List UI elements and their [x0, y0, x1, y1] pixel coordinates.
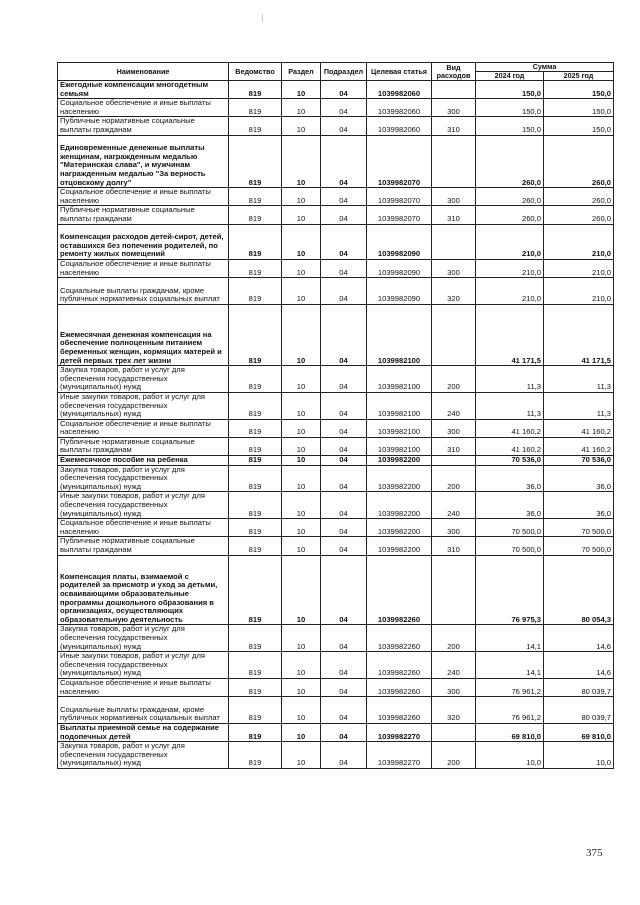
budget-table — [57, 62, 614, 769]
row-target-cell: 1039982200 — [367, 537, 432, 555]
row-section-cell: 10 — [282, 206, 321, 224]
row-subsection-cell: 04 — [321, 304, 367, 365]
table-row — [58, 304, 614, 365]
row-2025-cell: 70 500,0 — [544, 537, 614, 555]
row-2024-cell: 11,3 — [476, 392, 544, 419]
row-name-cell: Социальное обеспечение и иные выплаты населению — [58, 679, 229, 697]
row-dept-cell: 819 — [229, 465, 282, 492]
row-dept-cell: 819 — [229, 679, 282, 697]
row-name-cell: Социальное обеспечение и иные выплаты населению — [58, 419, 229, 437]
row-name-cell: Социальное обеспечение и иные выплаты населению — [58, 99, 229, 117]
row-subsection-cell: 04 — [321, 697, 367, 724]
row-subsection-cell: 04 — [321, 99, 367, 117]
table-row — [58, 224, 614, 259]
row-subsection-cell: 04 — [321, 456, 367, 466]
row-subsection-cell: 04 — [321, 679, 367, 697]
row-target-cell: 1039982090 — [367, 278, 432, 305]
row-exptype-cell: 200 — [432, 465, 476, 492]
row-exptype-cell — [432, 724, 476, 742]
row-target-cell: 1039982070 — [367, 135, 432, 188]
row-subsection-cell: 04 — [321, 437, 367, 455]
row-name-cell: Ежемесячная денежная компенсация на обеспечение полноценным питанием беременных женщин, кормящих матерей и детей первых трех лет жизни — [58, 304, 229, 365]
row-dept-cell: 819 — [229, 742, 282, 769]
row-exptype-cell: 310 — [432, 206, 476, 224]
row-dept-cell: 819 — [229, 724, 282, 742]
row-target-cell: 1039982270 — [367, 724, 432, 742]
row-dept-cell: 819 — [229, 304, 282, 365]
col-subsection-header: Подраздел — [321, 63, 367, 81]
row-name-cell: Публичные нормативные социальные выплаты гражданам — [58, 437, 229, 455]
table-row — [58, 492, 614, 519]
row-target-cell: 1039982200 — [367, 492, 432, 519]
row-section-cell: 10 — [282, 188, 321, 206]
row-name-cell: Компенсация расходов детей-сирот, детей, оставшихся без попечения родителей, по ремонту жилых помещений — [58, 224, 229, 259]
row-section-cell: 10 — [282, 724, 321, 742]
row-section-cell: 10 — [282, 625, 321, 652]
col-sum-header: Сумма — [476, 63, 614, 72]
row-exptype-cell: 300 — [432, 188, 476, 206]
row-exptype-cell: 310 — [432, 437, 476, 455]
table-row — [58, 392, 614, 419]
row-subsection-cell: 04 — [321, 742, 367, 769]
row-2024-cell: 150,0 — [476, 117, 544, 135]
table-row — [58, 697, 614, 724]
row-subsection-cell: 04 — [321, 278, 367, 305]
row-2024-cell: 76 975,3 — [476, 555, 544, 625]
row-target-cell: 1039982070 — [367, 188, 432, 206]
row-name-cell: Иные закупки товаров, работ и услуг для обеспечения государственных (муниципальных) нужд — [58, 392, 229, 419]
row-name-cell: Ежемесячное пособие на ребенка — [58, 456, 229, 466]
row-subsection-cell: 04 — [321, 206, 367, 224]
table-row — [58, 188, 614, 206]
row-section-cell: 10 — [282, 366, 321, 393]
row-2024-cell: 11,3 — [476, 366, 544, 393]
row-name-cell: Компенсация платы, взимаемой с родителей за присмотр и уход за детьми, осваивающими образовательные программы дошкольного образования в организациях, осуществляющих образовательную деятельность — [58, 555, 229, 625]
row-2025-cell: 150,0 — [544, 81, 614, 99]
row-target-cell: 1039982100 — [367, 437, 432, 455]
row-dept-cell: 819 — [229, 419, 282, 437]
row-subsection-cell: 04 — [321, 555, 367, 625]
row-target-cell: 1039982100 — [367, 366, 432, 393]
row-exptype-cell: 240 — [432, 652, 476, 679]
table-row — [58, 679, 614, 697]
row-exptype-cell — [432, 304, 476, 365]
budget-table-sheet — [57, 62, 613, 769]
table-row — [58, 437, 614, 455]
row-2025-cell: 150,0 — [544, 99, 614, 117]
row-2024-cell: 150,0 — [476, 81, 544, 99]
row-2025-cell: 36,0 — [544, 465, 614, 492]
row-exptype-cell: 310 — [432, 117, 476, 135]
row-subsection-cell: 04 — [321, 135, 367, 188]
row-section-cell: 10 — [282, 99, 321, 117]
table-row — [58, 117, 614, 135]
row-target-cell: 1039982260 — [367, 625, 432, 652]
row-dept-cell: 819 — [229, 99, 282, 117]
row-2025-cell: 210,0 — [544, 278, 614, 305]
row-target-cell: 1039982060 — [367, 81, 432, 99]
row-dept-cell: 819 — [229, 537, 282, 555]
table-row — [58, 366, 614, 393]
row-dept-cell: 819 — [229, 206, 282, 224]
table-row — [58, 456, 614, 466]
row-dept-cell: 819 — [229, 697, 282, 724]
row-2024-cell: 260,0 — [476, 135, 544, 188]
row-2024-cell: 41 160,2 — [476, 419, 544, 437]
row-exptype-cell — [432, 456, 476, 466]
col-2024-header: 2024 год — [476, 72, 544, 81]
row-section-cell: 10 — [282, 697, 321, 724]
row-target-cell: 1039982260 — [367, 652, 432, 679]
row-section-cell: 10 — [282, 537, 321, 555]
row-name-cell: Социальное обеспечение и иные выплаты населению — [58, 259, 229, 277]
row-subsection-cell: 04 — [321, 81, 367, 99]
row-2025-cell: 80 054,3 — [544, 555, 614, 625]
row-dept-cell: 819 — [229, 135, 282, 188]
row-2025-cell: 70 500,0 — [544, 519, 614, 537]
row-dept-cell: 819 — [229, 492, 282, 519]
table-row — [58, 742, 614, 769]
row-name-cell: Публичные нормативные социальные выплаты гражданам — [58, 117, 229, 135]
row-section-cell: 10 — [282, 304, 321, 365]
row-dept-cell: 819 — [229, 259, 282, 277]
row-section-cell: 10 — [282, 224, 321, 259]
col-target-header: Целевая статья — [367, 63, 432, 81]
row-dept-cell: 819 — [229, 366, 282, 393]
row-section-cell: 10 — [282, 259, 321, 277]
row-2024-cell: 41 171,5 — [476, 304, 544, 365]
row-2025-cell: 80 039,7 — [544, 679, 614, 697]
row-subsection-cell: 04 — [321, 519, 367, 537]
row-exptype-cell: 200 — [432, 625, 476, 652]
row-target-cell: 1039982100 — [367, 304, 432, 365]
row-exptype-cell: 300 — [432, 99, 476, 117]
row-section-cell: 10 — [282, 519, 321, 537]
row-section-cell: 10 — [282, 81, 321, 99]
row-exptype-cell: 320 — [432, 697, 476, 724]
row-name-cell: Единовременные денежные выплаты женщинам, награжденным медалью "Материнская слава", и мужчинам награжденным медалью "За верность отцовскому долгу" — [58, 135, 229, 188]
row-2024-cell: 14,1 — [476, 652, 544, 679]
row-section-cell: 10 — [282, 419, 321, 437]
row-subsection-cell: 04 — [321, 224, 367, 259]
row-2024-cell: 210,0 — [476, 259, 544, 277]
row-2024-cell: 36,0 — [476, 492, 544, 519]
table-row — [58, 625, 614, 652]
row-name-cell: Иные закупки товаров, работ и услуг для обеспечения государственных (муниципальных) нужд — [58, 492, 229, 519]
row-name-cell: Социальное обеспечение и иные выплаты населению — [58, 519, 229, 537]
row-2024-cell: 260,0 — [476, 206, 544, 224]
table-row — [58, 555, 614, 625]
row-section-cell: 10 — [282, 652, 321, 679]
row-exptype-cell — [432, 224, 476, 259]
row-2025-cell: 210,0 — [544, 259, 614, 277]
row-2025-cell: 41 160,2 — [544, 437, 614, 455]
row-subsection-cell: 04 — [321, 188, 367, 206]
row-2024-cell: 41 160,2 — [476, 437, 544, 455]
row-dept-cell: 819 — [229, 188, 282, 206]
row-2024-cell: 76 961,2 — [476, 697, 544, 724]
row-2025-cell: 41 160,2 — [544, 419, 614, 437]
row-dept-cell: 819 — [229, 652, 282, 679]
table-row — [58, 206, 614, 224]
row-2025-cell: 11,3 — [544, 392, 614, 419]
row-name-cell: Закупка товаров, работ и услуг для обеспечения государственных (муниципальных) нужд — [58, 625, 229, 652]
row-exptype-cell: 300 — [432, 259, 476, 277]
row-2024-cell: 210,0 — [476, 278, 544, 305]
table-row — [58, 465, 614, 492]
row-2025-cell: 11,3 — [544, 366, 614, 393]
row-target-cell: 1039982260 — [367, 679, 432, 697]
row-name-cell: Закупка товаров, работ и услуг для обеспечения государственных (муниципальных) нужд — [58, 366, 229, 393]
table-row — [58, 724, 614, 742]
row-section-cell: 10 — [282, 278, 321, 305]
row-name-cell: Ежегодные компенсации многодетным семьям — [58, 81, 229, 99]
table-row — [58, 259, 614, 277]
row-exptype-cell: 200 — [432, 366, 476, 393]
table-header — [58, 63, 614, 81]
row-2024-cell: 70 500,0 — [476, 519, 544, 537]
row-target-cell: 1039982100 — [367, 392, 432, 419]
row-2024-cell: 10,0 — [476, 742, 544, 769]
row-target-cell: 1039982070 — [367, 206, 432, 224]
col-name-header: Наименование — [58, 63, 229, 81]
row-2025-cell: 80 039,7 — [544, 697, 614, 724]
row-dept-cell: 819 — [229, 392, 282, 419]
row-2024-cell: 76 961,2 — [476, 679, 544, 697]
row-section-cell: 10 — [282, 555, 321, 625]
row-dept-cell: 819 — [229, 81, 282, 99]
row-section-cell: 10 — [282, 679, 321, 697]
row-section-cell: 10 — [282, 135, 321, 188]
row-exptype-cell: 320 — [432, 278, 476, 305]
page-number: 375 — [586, 847, 603, 859]
row-dept-cell: 819 — [229, 437, 282, 455]
row-target-cell: 1039982260 — [367, 697, 432, 724]
row-name-cell: Публичные нормативные социальные выплаты гражданам — [58, 206, 229, 224]
row-name-cell: Закупка товаров, работ и услуг для обеспечения государственных (муниципальных) нужд — [58, 465, 229, 492]
row-exptype-cell — [432, 555, 476, 625]
table-row — [58, 81, 614, 99]
row-subsection-cell: 04 — [321, 537, 367, 555]
row-2025-cell: 210,0 — [544, 224, 614, 259]
row-target-cell: 1039982260 — [367, 555, 432, 625]
row-subsection-cell: 04 — [321, 366, 367, 393]
row-section-cell: 10 — [282, 392, 321, 419]
table-row — [58, 419, 614, 437]
row-2025-cell: 36,0 — [544, 492, 614, 519]
row-subsection-cell: 04 — [321, 465, 367, 492]
row-subsection-cell: 04 — [321, 724, 367, 742]
row-target-cell: 1039982270 — [367, 742, 432, 769]
row-section-cell: 10 — [282, 742, 321, 769]
row-dept-cell: 819 — [229, 117, 282, 135]
table-row — [58, 278, 614, 305]
row-exptype-cell: 300 — [432, 419, 476, 437]
row-name-cell: Закупка товаров, работ и услуг для обеспечения государственных (муниципальных) нужд — [58, 742, 229, 769]
row-section-cell: 10 — [282, 492, 321, 519]
row-2024-cell: 210,0 — [476, 224, 544, 259]
row-exptype-cell: 300 — [432, 679, 476, 697]
row-name-cell: Социальное обеспечение и иные выплаты населению — [58, 188, 229, 206]
table-row — [58, 135, 614, 188]
row-dept-cell: 819 — [229, 278, 282, 305]
row-section-cell: 10 — [282, 437, 321, 455]
row-2025-cell: 41 171,5 — [544, 304, 614, 365]
row-name-cell: Публичные нормативные социальные выплаты гражданам — [58, 537, 229, 555]
scan-mark — [262, 14, 263, 22]
row-section-cell: 10 — [282, 117, 321, 135]
row-dept-cell: 819 — [229, 224, 282, 259]
row-name-cell: Социальные выплаты гражданам, кроме публичных нормативных социальных выплат — [58, 697, 229, 724]
row-subsection-cell: 04 — [321, 625, 367, 652]
row-target-cell: 1039982090 — [367, 259, 432, 277]
row-2025-cell: 14,6 — [544, 625, 614, 652]
row-exptype-cell: 240 — [432, 392, 476, 419]
row-subsection-cell: 04 — [321, 117, 367, 135]
row-exptype-cell: 200 — [432, 742, 476, 769]
row-dept-cell: 819 — [229, 555, 282, 625]
row-2024-cell: 36,0 — [476, 465, 544, 492]
row-exptype-cell — [432, 81, 476, 99]
row-target-cell: 1039982200 — [367, 456, 432, 466]
row-name-cell: Выплаты приемной семье на содержание подопечных детей — [58, 724, 229, 742]
table-row — [58, 537, 614, 555]
row-2024-cell: 14,1 — [476, 625, 544, 652]
table-body — [58, 81, 614, 769]
row-dept-cell: 819 — [229, 519, 282, 537]
row-2025-cell: 150,0 — [544, 117, 614, 135]
row-subsection-cell: 04 — [321, 492, 367, 519]
row-section-cell: 10 — [282, 456, 321, 466]
row-target-cell: 1039982090 — [367, 224, 432, 259]
row-subsection-cell: 04 — [321, 419, 367, 437]
row-2025-cell: 260,0 — [544, 206, 614, 224]
row-exptype-cell: 310 — [432, 537, 476, 555]
row-dept-cell: 819 — [229, 625, 282, 652]
row-target-cell: 1039982100 — [367, 419, 432, 437]
row-exptype-cell: 300 — [432, 519, 476, 537]
row-2024-cell: 70 536,0 — [476, 456, 544, 466]
row-2025-cell: 10,0 — [544, 742, 614, 769]
table-row — [58, 519, 614, 537]
row-exptype-cell — [432, 135, 476, 188]
row-2025-cell: 260,0 — [544, 188, 614, 206]
row-exptype-cell: 240 — [432, 492, 476, 519]
row-target-cell: 1039982200 — [367, 519, 432, 537]
row-name-cell: Иные закупки товаров, работ и услуг для обеспечения государственных (муниципальных) нужд — [58, 652, 229, 679]
table-row — [58, 99, 614, 117]
table-row — [58, 652, 614, 679]
col-dept-header: Ведомство — [229, 63, 282, 81]
col-exptype-header: Вид расходов — [432, 63, 476, 81]
row-name-cell: Социальные выплаты гражданам, кроме публичных нормативных социальных выплат — [58, 278, 229, 305]
row-2025-cell: 14,6 — [544, 652, 614, 679]
row-2024-cell: 260,0 — [476, 188, 544, 206]
row-2024-cell: 150,0 — [476, 99, 544, 117]
row-target-cell: 1039982060 — [367, 99, 432, 117]
row-target-cell: 1039982060 — [367, 117, 432, 135]
row-dept-cell: 819 — [229, 456, 282, 466]
row-subsection-cell: 04 — [321, 652, 367, 679]
row-2025-cell: 260,0 — [544, 135, 614, 188]
row-target-cell: 1039982200 — [367, 465, 432, 492]
row-2024-cell: 69 810,0 — [476, 724, 544, 742]
row-2024-cell: 70 500,0 — [476, 537, 544, 555]
col-2025-header: 2025 год — [544, 72, 614, 81]
row-subsection-cell: 04 — [321, 259, 367, 277]
col-section-header: Раздел — [282, 63, 321, 81]
row-2025-cell: 69 810,0 — [544, 724, 614, 742]
row-subsection-cell: 04 — [321, 392, 367, 419]
row-2025-cell: 70 536,0 — [544, 456, 614, 466]
row-section-cell: 10 — [282, 465, 321, 492]
